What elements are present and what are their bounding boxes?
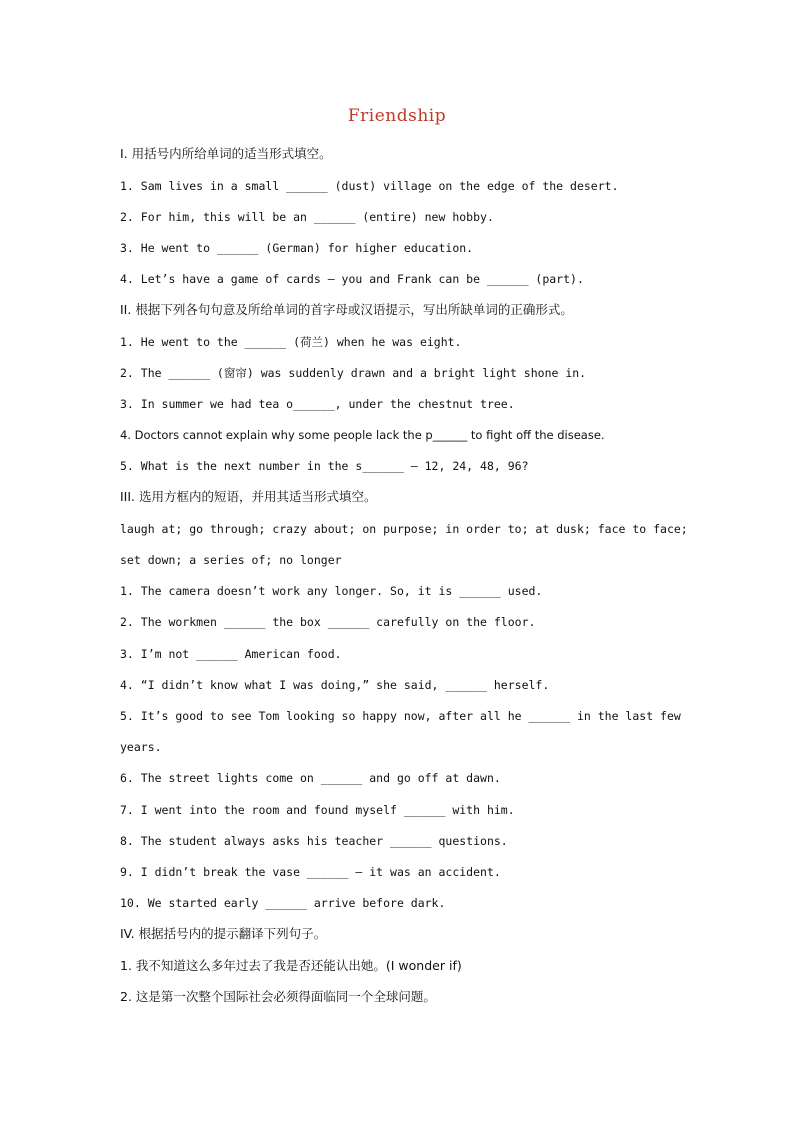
section-1-heading: I. 用括号内所给单词的适当形式填空。	[120, 146, 332, 161]
section-4-item-2: 2. 这是第一次整个国际社会必须得面临同一个全球问题。	[120, 989, 436, 1004]
section-2-item-2: 2. The ______ (窗帘) was suddenly drawn and a bright light shone in.	[120, 366, 587, 380]
section-1-item-3: 3. He went to ______ (German) for higher education.	[120, 241, 474, 255]
section-2-item-1: 1. He went to the ______ (荷兰) when he was eight.	[120, 335, 462, 349]
section-2-item-4: 4. Doctors cannot explain why some people lack the p______ to fight off the disease.	[120, 428, 605, 442]
section-3-item-9: 9. I didn’t break the vase ______ — it was an accident.	[120, 865, 501, 879]
section-4-item-1: 1. 我不知道这么多年过去了我是否还能认出她。(I wonder if)	[120, 958, 462, 973]
section-3-item-1: 1. The camera doesn’t work any longer. So, it is ______ used.	[120, 584, 543, 598]
section-3-item-5-cont: years.	[120, 740, 162, 754]
section-3-item-3: 3. I’m not ______ American food.	[120, 647, 342, 661]
page-title: Friendship	[347, 106, 447, 126]
section-1-item-2: 2. For him, this will be an ______ (entire) new hobby.	[120, 210, 494, 224]
section-1-item-1: 1. Sam lives in a small ______ (dust) village on the edge of the desert.	[120, 179, 619, 193]
section-4-heading: IV. 根据括号内的提示翻译下列句子。	[120, 926, 327, 941]
section-1-item-4: 4. Let’s have a game of cards — you and Frank can be ______ (part).	[120, 272, 584, 286]
section-2-item-5: 5. What is the next number in the s______ — 12, 24, 48, 96?	[120, 459, 529, 473]
section-2-item-3: 3. In summer we had tea o______, under the chestnut tree.	[120, 397, 515, 411]
section-3-item-10: 10. We started early ______ arrive before dark.	[120, 896, 446, 910]
section-2-heading: II. 根据下列各句句意及所给单词的首字母或汉语提示，写出所缺单词的正确形式。	[120, 302, 573, 317]
section-3-item-7: 7. I went into the room and found myself ______ with him.	[120, 803, 515, 817]
phrase-box-line-1: laugh at; go through; crazy about; on purpose; in order to; at dusk; face to face;	[120, 522, 688, 536]
section-3-item-4: 4. “I didn’t know what I was doing,” she said, ______ herself.	[120, 678, 550, 692]
section-3-item-5: 5. It’s good to see Tom looking so happy now, after all he ______ in the last few	[120, 709, 681, 723]
section-3-item-2: 2. The workmen ______ the box ______ carefully on the floor.	[120, 615, 536, 629]
section-3-item-8: 8. The student always asks his teacher ______ questions.	[120, 834, 508, 848]
section-3-heading: III. 选用方框内的短语，并用其适当形式填空。	[120, 489, 377, 504]
section-3-item-6: 6. The street lights come on ______ and go off at dawn.	[120, 771, 501, 785]
phrase-box-line-2: set down; a series of; no longer	[120, 553, 342, 567]
